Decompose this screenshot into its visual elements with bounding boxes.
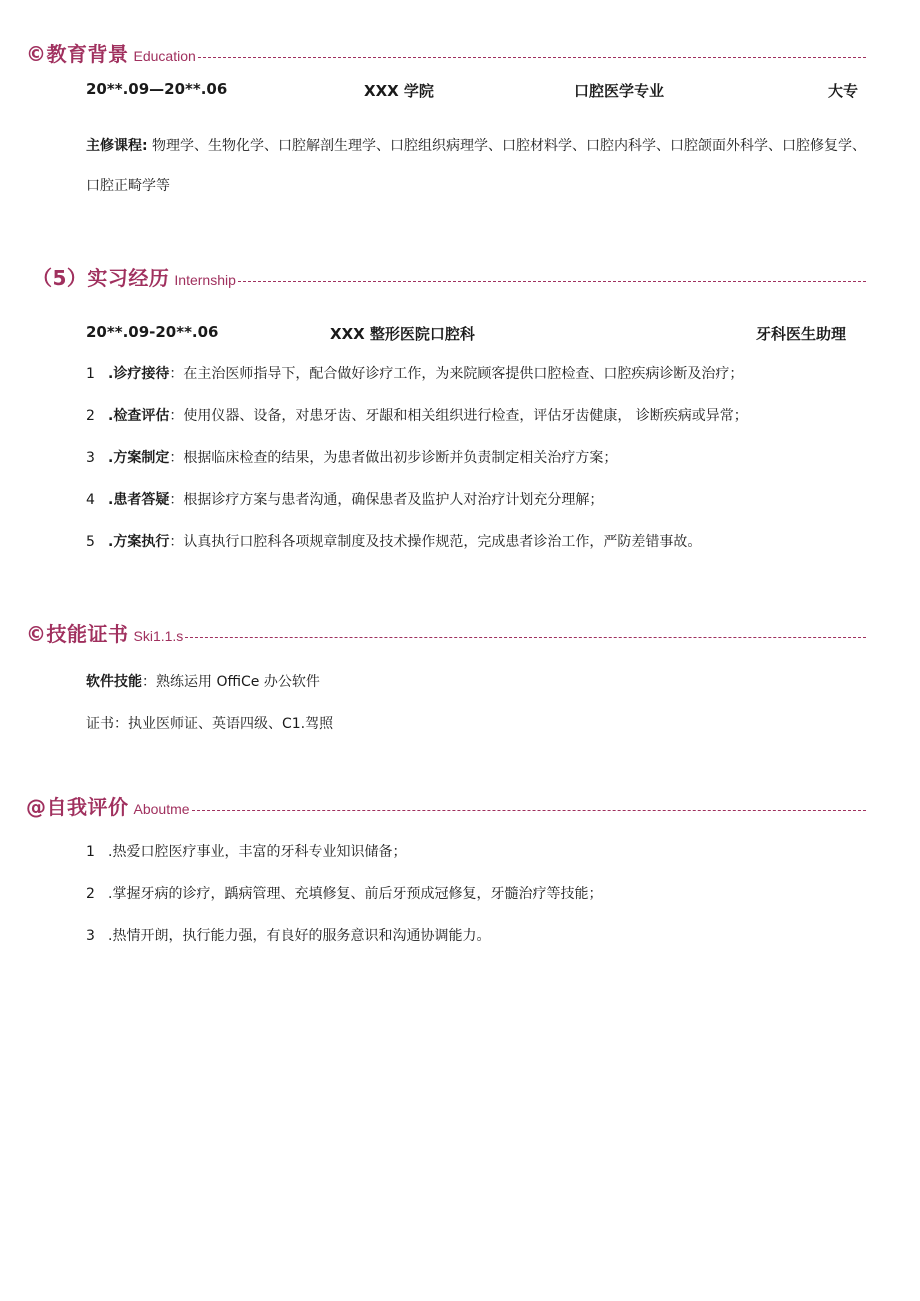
about-header xyxy=(26,791,866,820)
internship-position: 牙科医生助理 xyxy=(756,325,847,343)
skills-certificates xyxy=(86,704,876,744)
internship-title: （5）实习经历 xyxy=(32,266,170,290)
internship-date: 20**.09-20**.06 xyxy=(86,323,219,341)
internship-header xyxy=(32,262,866,291)
about-list xyxy=(86,832,876,956)
software-text: ：熟练运用 OffiCe 办公软件 xyxy=(142,674,320,690)
cert-text: 证书：执业医师证、英语四级、C1.驾照 xyxy=(86,716,334,732)
about-title: @自我评价 xyxy=(26,795,129,819)
list-item: 1 .诊疗接待：在主治医师指导下，配合做好诊疗工作，为来院顾客提供口腔检查、口腔疾病诊断及治疗； xyxy=(86,366,744,382)
courses-text: 物理学、生物化学、口腔解剖生理学、口腔组织病理学、口腔材料学、口腔内科学、口腔颌面外科学、口腔修复学、口腔正畸学等 xyxy=(86,138,867,194)
internship-company: XXX 整形医院口腔科 xyxy=(330,325,475,343)
list-item: 3 .方案制定：根据临床检查的结果，为患者做出初步诊断并负责制定相关治疗方案； xyxy=(86,450,618,466)
list-item: 5 .方案执行：认真执行口腔科各项规章制度及技术操作规范，完成患者诊治工作，严防差错事故。 xyxy=(86,534,702,550)
education-subtitle: Education xyxy=(133,48,196,64)
education-header xyxy=(26,38,866,67)
education-degree: 大专 xyxy=(828,82,859,100)
internship-divider xyxy=(238,281,866,282)
skills-subtitle: Ski1.1.s xyxy=(133,628,184,644)
skills-header xyxy=(26,618,866,647)
education-title: ©教育背景 xyxy=(26,42,129,66)
about-subtitle: Aboutme xyxy=(133,801,190,817)
software-label: 软件技能 xyxy=(86,674,142,690)
list-item: 1 .热爱口腔医疗事业，丰富的牙科专业知识储备； xyxy=(86,844,407,860)
list-item: 2 .掌握牙病的诊疗，踽病管理、充填修复、前后牙预成冠修复，牙髓治疗等技能； xyxy=(86,886,603,902)
courses-label: 主修课程: xyxy=(86,138,148,154)
list-item: 2 .检查评估：使用仪器、设备，对患牙齿、牙龈和相关组织进行检查，评估牙齿健康， 诊断疾病或异常； xyxy=(86,408,748,424)
education-divider xyxy=(198,57,866,58)
education-major: 口腔医学专业 xyxy=(574,82,665,100)
education-date: 20**.09—20**.06 xyxy=(86,80,228,98)
education-courses xyxy=(86,126,876,206)
internship-list xyxy=(86,354,876,562)
internship-subtitle: Internship xyxy=(174,272,236,288)
list-item: 3 .热情开朗，执行能力强，有良好的服务意识和沟通协调能力。 xyxy=(86,928,491,944)
list-item: 4 .患者答疑：根据诊疗方案与患者沟通，确保患者及监护人对治疗计划充分理解； xyxy=(86,492,604,508)
about-divider xyxy=(192,810,866,811)
education-school: XXX 学院 xyxy=(364,82,434,100)
skills-divider xyxy=(185,637,866,638)
skills-title: ©技能证书 xyxy=(26,622,129,646)
skills-software xyxy=(86,662,876,702)
